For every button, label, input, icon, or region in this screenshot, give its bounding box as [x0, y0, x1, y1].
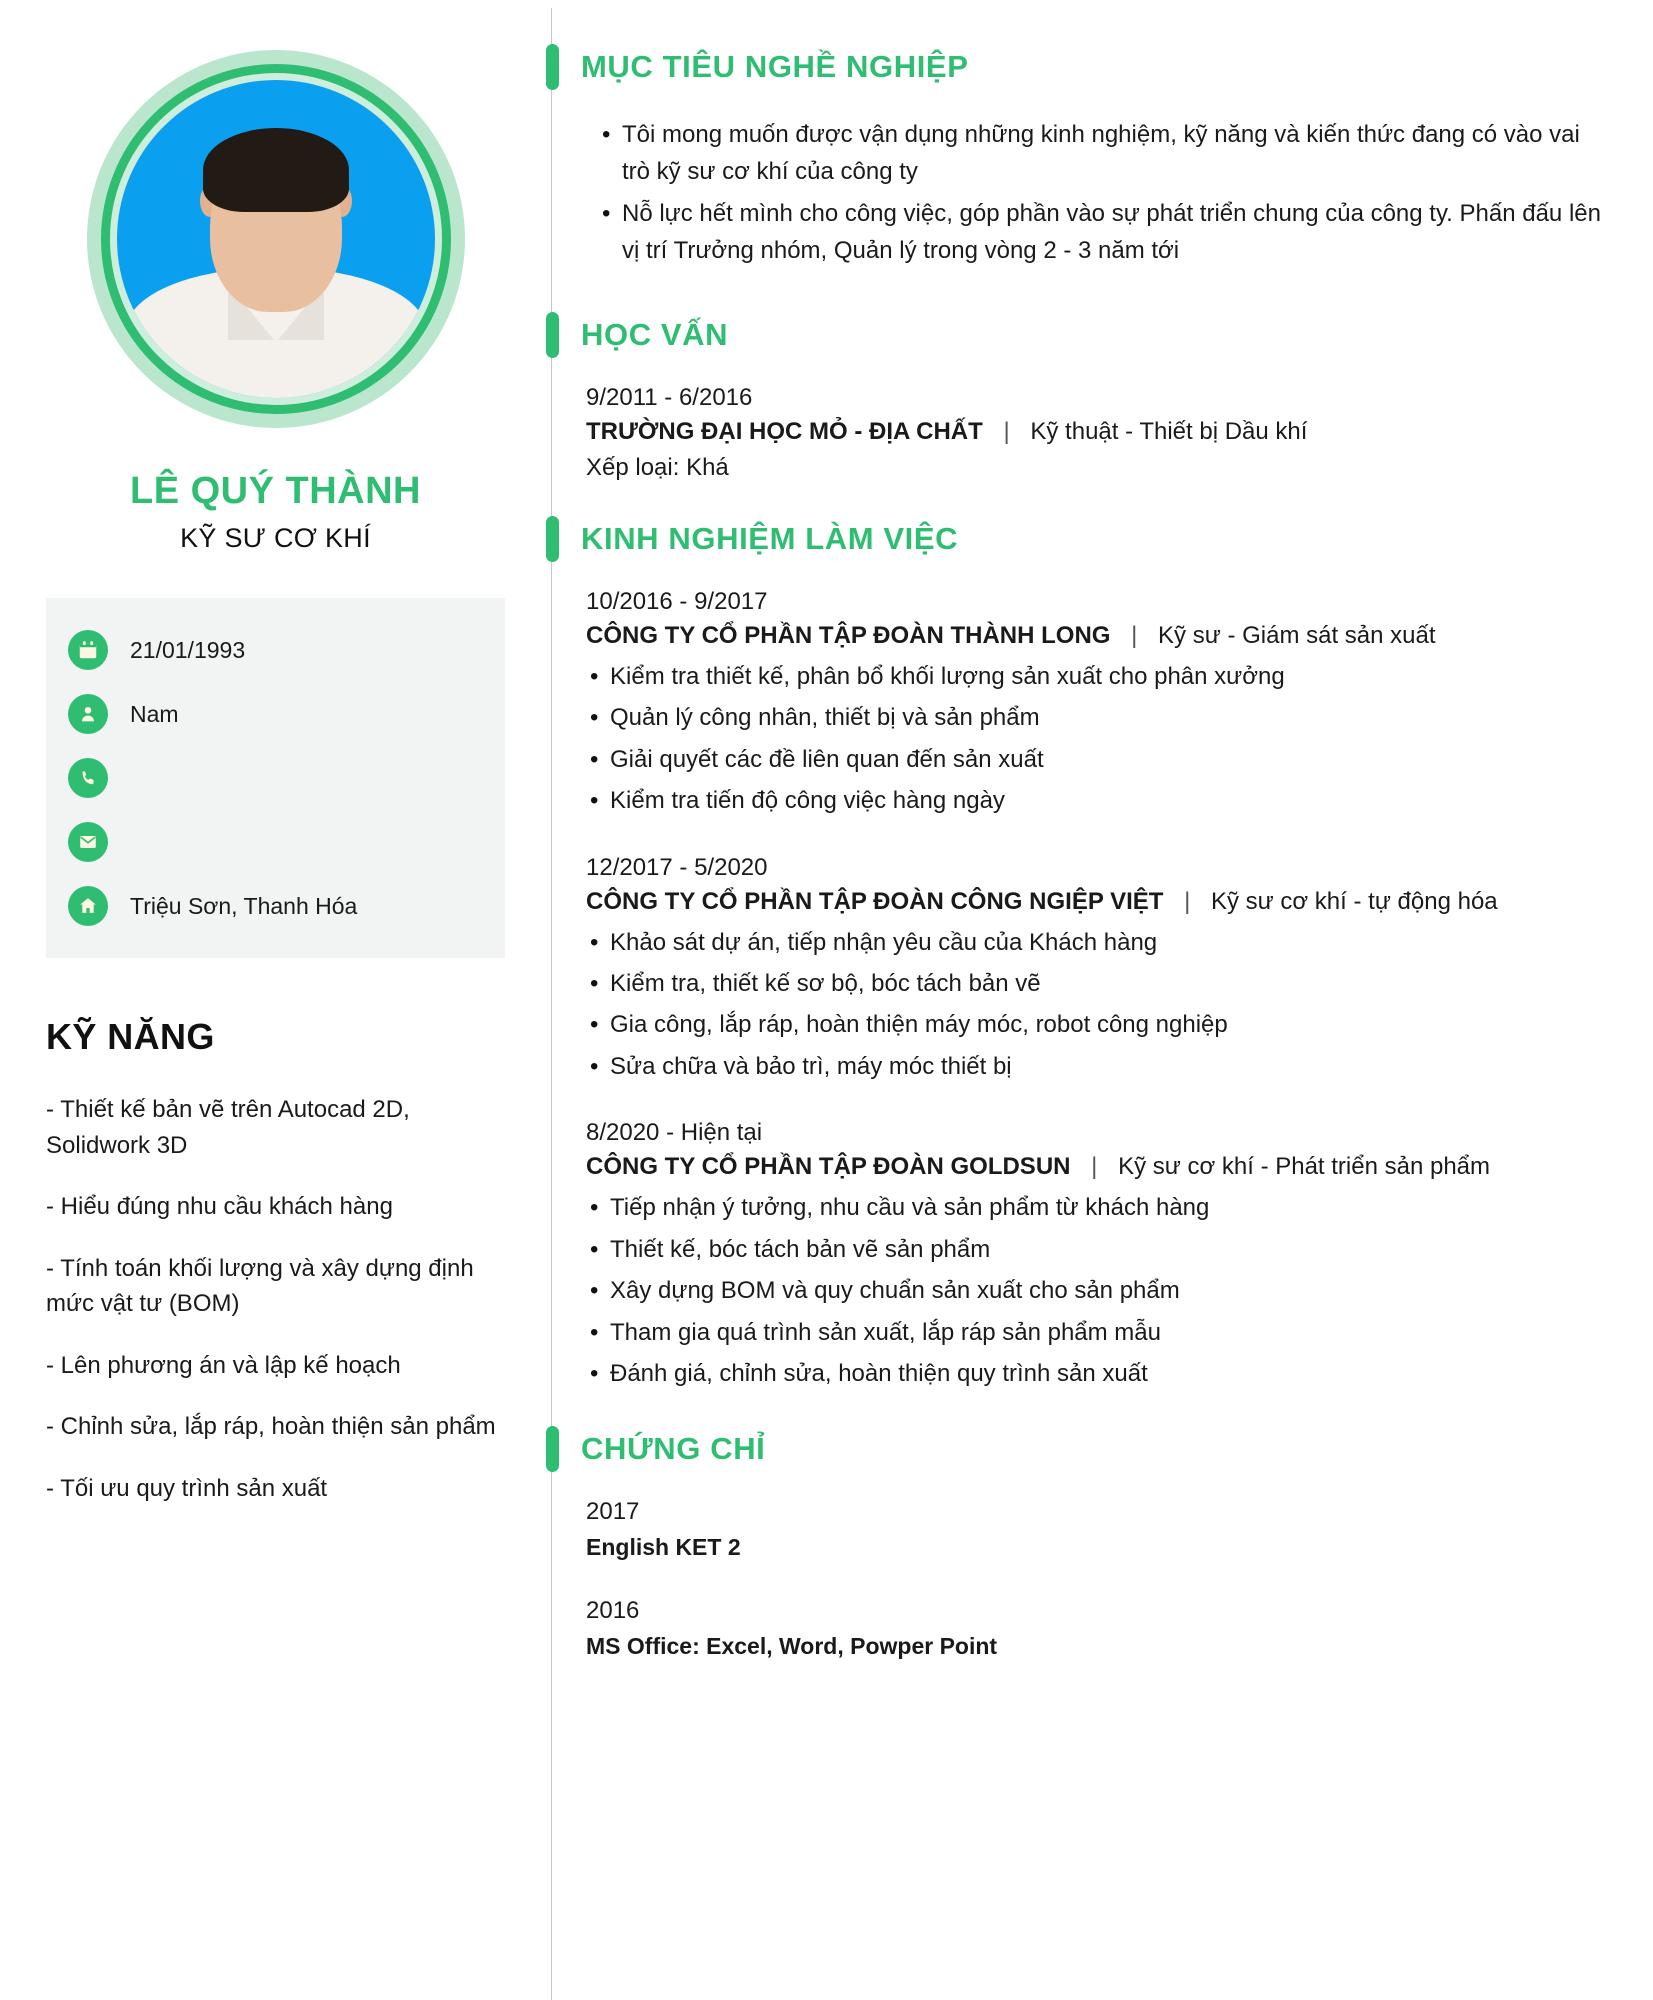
- experience-bullet: • Khảo sát dự án, tiếp nhận yêu cầu của Khách hàng: [590, 924, 1601, 961]
- certificate-year: 2017: [586, 1498, 640, 1526]
- objective-bullet: • Nỗ lực hết mình cho công việc, góp phần vào sự phát triển chung của công ty. Phấn đấu lên vị trí Trưởng nhóm, Quản lý trong vòng 2 - 3 năm tới: [602, 195, 1601, 270]
- education-org: TRƯỜNG ĐẠI HỌC MỎ - ĐỊA CHẤT: [586, 417, 983, 445]
- certificates-heading-row: [552, 1426, 1601, 1472]
- experience-date: 8/2020 - Hiện tại: [586, 1119, 763, 1147]
- experience-headline: [586, 1153, 1601, 1181]
- contact-value-address: Triệu Sơn, Thanh Hóa: [130, 892, 358, 919]
- objective-bullet: • Tôi mong muốn được vận dụng những kinh nghiệm, kỹ năng và kiến thức đang có vào vai trò kỹ sư cơ khí của công ty: [602, 116, 1601, 191]
- contact-value-birthdate: 21/01/1993: [130, 636, 246, 663]
- section-certificates: [580, 1426, 1601, 1660]
- portrait-hair: [203, 128, 349, 212]
- experience-headline: [586, 888, 1601, 916]
- experience-bullet: • Thiết kế, bóc tách bản vẽ sản phẩm: [590, 1231, 1601, 1268]
- candidate-job-title: KỸ SƯ CƠ KHÍ: [180, 523, 371, 553]
- experience-separator: |: [1091, 1153, 1098, 1181]
- main-content: [552, 0, 1653, 2000]
- certificate-entry: [580, 1498, 1601, 1561]
- section-experience: [580, 516, 1601, 1393]
- certificate-name: English KET 2: [586, 1534, 741, 1561]
- contact-row-email[interactable]: [68, 816, 483, 868]
- experience-bullet: • Quản lý công nhân, thiết bị và sản phẩm: [590, 699, 1601, 736]
- section-accent-bar: [546, 1426, 559, 1472]
- section-accent-bar: [546, 312, 559, 358]
- experience-bullet: • Xây dựng BOM và quy chuẩn sản xuất cho sản phẩm: [590, 1272, 1601, 1309]
- experience-role: Kỹ sư cơ khí - tự động hóa: [1210, 887, 1498, 915]
- experience-bullet: • Kiểm tra thiết kế, phân bổ khối lượng sản xuất cho phân xưởng: [590, 658, 1601, 695]
- certificate-name: MS Office: Excel, Word, Powper Point: [586, 1633, 998, 1660]
- experience-heading: KINH NGHIỆM LÀM VIỆC: [581, 520, 959, 556]
- experience-bullets: [586, 658, 1601, 820]
- skill-item: - Thiết kế bản vẽ trên Autocad 2D, Solidwork 3D: [46, 1096, 410, 1159]
- education-grade: Xếp loại: Khá: [586, 453, 729, 481]
- experience-company: CÔNG TY CỔ PHẦN TẬP ĐOÀN CÔNG NGIỆP VIỆT: [586, 887, 1164, 915]
- contact-row-birthdate: [68, 624, 483, 676]
- avatar: [87, 50, 465, 428]
- education-entry: [580, 384, 1601, 482]
- education-headline: [586, 418, 1601, 446]
- experience-bullets: [586, 1189, 1601, 1392]
- experience-bullet: • Kiểm tra, thiết kế sơ bộ, bóc tách bản vẽ: [590, 965, 1601, 1002]
- education-major: Kỹ thuật - Thiết bị Dầu khí: [1030, 417, 1308, 445]
- experience-company: CÔNG TY CỔ PHẦN TẬP ĐOÀN THÀNH LONG: [586, 621, 1111, 649]
- skill-item: - Tối ưu quy trình sản xuất: [46, 1474, 328, 1502]
- experience-company: CÔNG TY CỔ PHẦN TẬP ĐOÀN GOLDSUN: [586, 1153, 1071, 1181]
- experience-heading-row: [552, 516, 1601, 562]
- contact-row-gender: [68, 688, 483, 740]
- education-separator: |: [1003, 417, 1010, 445]
- candidate-name: LÊ QUÝ THÀNH: [130, 470, 421, 512]
- experience-headline: [586, 622, 1601, 650]
- calendar-icon: [68, 630, 108, 670]
- section-accent-bar: [546, 516, 559, 562]
- experience-entry: [580, 854, 1601, 1086]
- objective-heading-row: [552, 44, 1601, 90]
- contact-value-gender: Nam: [130, 700, 179, 727]
- certificates-heading: CHỨNG CHỈ: [581, 1431, 766, 1467]
- section-accent-bar: [546, 44, 559, 90]
- contact-row-phone[interactable]: [68, 752, 483, 804]
- experience-separator: |: [1184, 887, 1191, 915]
- skill-item: - Chỉnh sửa, lắp ráp, hoàn thiện sản phẩm: [46, 1413, 496, 1441]
- experience-bullet: • Giải quyết các đề liên quan đến sản xuất: [590, 741, 1601, 778]
- sidebar: [0, 0, 551, 2000]
- experience-role: Kỹ sư - Giám sát sản xuất: [1158, 621, 1436, 649]
- certificate-year: 2016: [586, 1597, 640, 1625]
- experience-date: 10/2016 - 9/2017: [586, 587, 768, 615]
- education-heading: HỌC VẤN: [581, 316, 729, 352]
- experience-bullets: [586, 924, 1601, 1086]
- experience-bullet: • Đánh giá, chỉnh sửa, hoàn thiện quy trình sản xuất: [590, 1355, 1601, 1392]
- section-education: [580, 312, 1601, 482]
- experience-separator: |: [1131, 621, 1138, 649]
- skill-item: - Tính toán khối lượng và xây dựng định mức vật tư (BOM): [46, 1254, 474, 1318]
- experience-bullet: • Tham gia quá trình sản xuất, lắp ráp sản phẩm mẫu: [590, 1314, 1601, 1351]
- email-icon: [68, 822, 108, 862]
- experience-role: Kỹ sư cơ khí - Phát triển sản phẩm: [1118, 1153, 1491, 1181]
- skills-heading: KỸ NĂNG: [46, 1016, 215, 1057]
- education-heading-row: [552, 312, 1601, 358]
- experience-bullet: • Tiếp nhận ý tưởng, nhu cầu và sản phẩm từ khách hàng: [590, 1189, 1601, 1226]
- certificate-entry: [580, 1597, 1601, 1660]
- contact-row-address: [68, 880, 483, 932]
- person-icon: [68, 694, 108, 734]
- experience-bullet: • Kiểm tra tiến độ công việc hàng ngày: [590, 782, 1601, 819]
- skill-item: - Hiểu đúng nhu cầu khách hàng: [46, 1193, 393, 1221]
- home-icon: [68, 886, 108, 926]
- experience-entry: [580, 1119, 1601, 1392]
- experience-date: 12/2017 - 5/2020: [586, 853, 768, 881]
- objective-heading: MỤC TIÊU NGHỀ NGHIỆP: [581, 49, 969, 84]
- experience-entry: [580, 588, 1601, 820]
- experience-bullet: • Sửa chữa và bảo trì, máy móc thiết bị: [590, 1048, 1601, 1085]
- skills-list: [46, 1092, 505, 1506]
- education-date: 9/2011 - 6/2016: [586, 383, 753, 411]
- skill-item: - Lên phương án và lập kế hoạch: [46, 1351, 401, 1379]
- experience-bullet: • Gia công, lắp ráp, hoàn thiện máy móc, robot công nghiệp: [590, 1006, 1601, 1043]
- contact-card: [46, 598, 505, 958]
- section-objective: [580, 44, 1601, 270]
- phone-icon: [68, 758, 108, 798]
- objective-bullets: [580, 116, 1601, 270]
- avatar-photo: [117, 80, 435, 398]
